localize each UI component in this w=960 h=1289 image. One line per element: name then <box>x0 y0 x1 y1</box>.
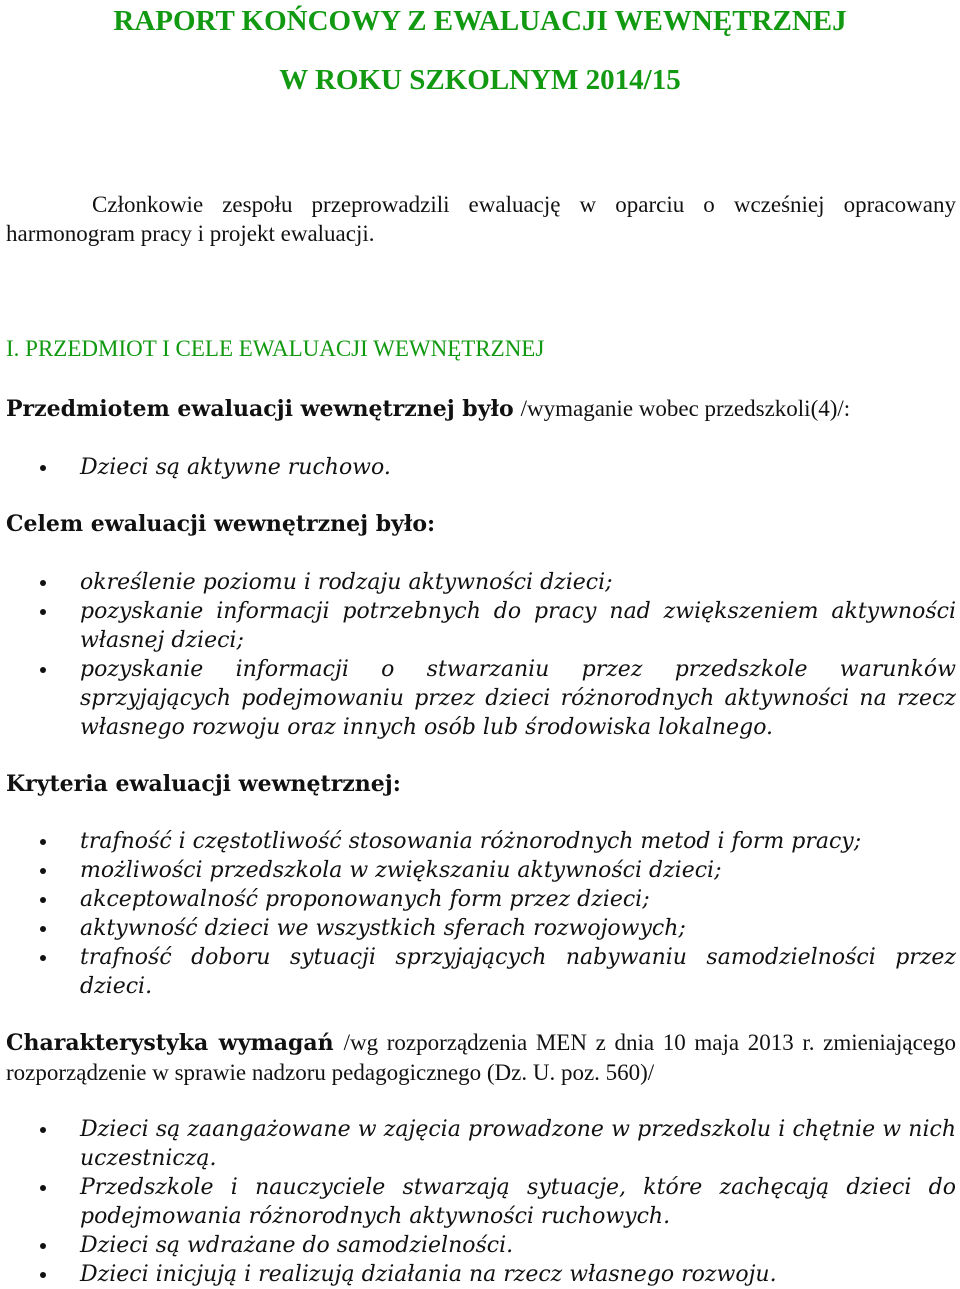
subject-detail: /wymaganie wobec przedszkoli(4)/: <box>520 396 851 421</box>
subject-paragraph <box>6 394 956 424</box>
list-item: Dzieci są wdrażane do samodzielności. <box>0 1231 960 1260</box>
goals-list <box>0 568 960 742</box>
list-item: Przedszkole i nauczyciele stwarzają sytuacje, które zachęcają dzieci do podejmowania różnorodnych aktywności ruchowych. <box>0 1173 960 1231</box>
list-item: Dzieci są zaangażowane w zajęcia prowadzone w przedszkolu i chętnie w nich uczestniczą. <box>0 1115 960 1173</box>
bullet-icon <box>40 1272 46 1278</box>
criteria-heading: Kryteria ewaluacji wewnętrznej: <box>6 771 401 797</box>
list-item: pozyskanie informacji o stwarzaniu przez przedszkole warunków sprzyjających podejmowaniu przez dzieci różnorodnych aktywności na rzecz własnego rozwoju oraz innych osób lub środowiska lokalnego. <box>0 655 960 742</box>
criteria-list <box>0 827 960 1001</box>
bullet-icon <box>40 1243 46 1249</box>
list-item: trafność doboru sytuacji sprzyjających nabywaniu samodzielności przez dzieci. <box>0 943 960 1001</box>
bullet-icon <box>40 955 46 961</box>
characteristics-detail: /wg rozporządzenia MEN z dnia 10 maja 2013 r. zmieniającego rozporządzenie w sprawie nadzoru pedagogicznego (Dz. U. poz. 560)/ <box>6 1030 956 1085</box>
subject-label: Przedmiotem ewaluacji wewnętrznej było <box>6 396 514 422</box>
characteristics-list <box>0 1115 960 1289</box>
section-heading: I. PRZEDMIOT I CELE EWALUACJI WEWNĘTRZNEJ <box>6 336 545 361</box>
list-item: aktywność dzieci we wszystkich sferach rozwojowych; <box>0 914 960 943</box>
bullet-icon <box>40 1127 46 1133</box>
list-item: określenie poziomu i rodzaju aktywności dzieci; <box>0 568 960 597</box>
bullet-icon <box>40 609 46 615</box>
list-item: trafność i częstotliwość stosowania różnorodnych metod i form pracy; <box>0 827 960 856</box>
subject-list <box>0 453 960 482</box>
bullet-icon <box>40 839 46 845</box>
bullet-icon <box>40 667 46 673</box>
list-item: Dzieci inicjują i realizują działania na rzecz własnego rozwoju. <box>0 1260 960 1289</box>
characteristics-label: Charakterystyka wymagań <box>6 1030 334 1056</box>
characteristics-paragraph <box>6 1028 956 1088</box>
bullet-icon <box>40 580 46 586</box>
report-title-line1: RAPORT KOŃCOWY Z EWALUACJI WEWNĘTRZNEJ <box>113 5 847 37</box>
bullet-icon <box>40 1185 46 1191</box>
bullet-icon <box>40 926 46 932</box>
list-item: Dzieci są aktywne ruchowo. <box>0 453 960 482</box>
list-item: pozyskanie informacji potrzebnych do pracy nad zwiększeniem aktywności własnej dzieci; <box>0 597 960 655</box>
bullet-icon <box>40 868 46 874</box>
bullet-icon <box>40 465 46 471</box>
goals-heading: Celem ewaluacji wewnętrznej było: <box>6 511 436 537</box>
bullet-icon <box>40 897 46 903</box>
report-title-line2: W ROKU SZKOLNYM 2014/15 <box>279 64 681 96</box>
list-item: akceptowalność proponowanych form przez dzieci; <box>0 885 960 914</box>
intro-paragraph: Członkowie zespołu przeprowadzili ewaluację w oparciu o wcześniej opracowany harmonogram pracy i projekt ewaluacji. <box>6 192 956 246</box>
list-item: możliwości przedszkola w zwiększaniu aktywności dzieci; <box>0 856 960 885</box>
